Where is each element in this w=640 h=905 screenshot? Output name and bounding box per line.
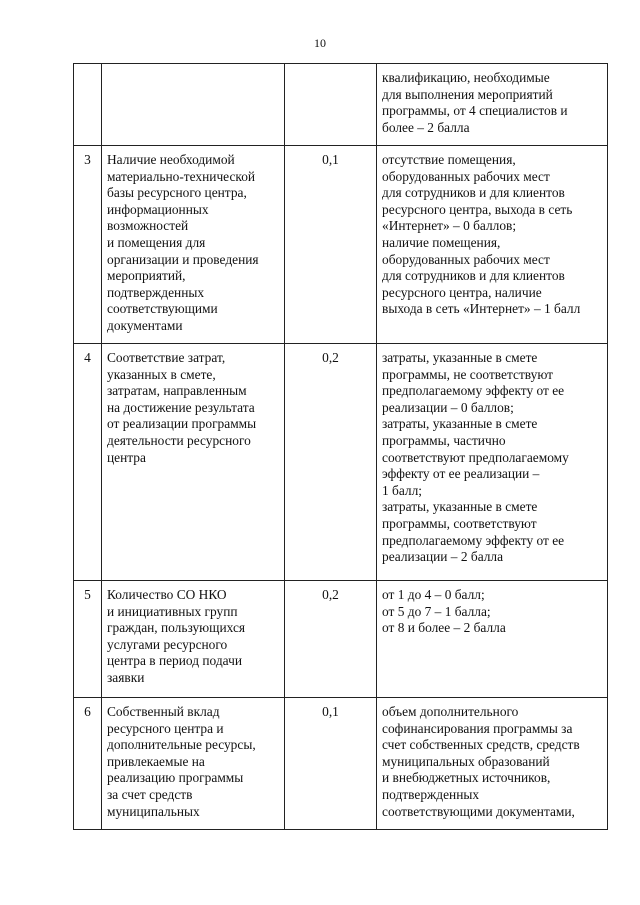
name-line: центра — [107, 449, 146, 465]
score-line: оборудованных рабочих мест — [382, 251, 550, 267]
score-line: наличие помещения, — [382, 234, 501, 250]
criterion-name — [102, 344, 285, 581]
name-line: услугами ресурсного — [107, 636, 228, 652]
name-line: на достижение результата — [107, 399, 255, 415]
name-line: соответствующими — [107, 301, 218, 317]
score-line: соответствующими документами, — [382, 803, 575, 819]
row-number: 3 — [74, 146, 102, 344]
score-line: реализации – 2 балла — [382, 549, 504, 565]
name-line: материально-технической — [107, 168, 256, 184]
score-line: программы, не соответствуют — [382, 366, 554, 382]
score-line: от 8 и более – 2 балла — [382, 620, 506, 636]
name-line: организации и проведения — [107, 251, 259, 267]
criterion-name — [102, 581, 285, 698]
criterion-weight — [285, 64, 377, 146]
score-line: счет собственных средств, средств — [382, 737, 580, 753]
score-line: предполагаемому эффекту от ее — [382, 532, 565, 548]
table-row — [74, 64, 608, 146]
name-line: от реализации программы — [107, 416, 257, 432]
score-line: для выполнения мероприятий — [382, 86, 553, 102]
criterion-name — [102, 64, 285, 146]
score-line: от 1 до 4 – 0 балл; — [382, 587, 485, 602]
scoring-rules — [377, 581, 608, 698]
name-line: деятельности ресурсного — [107, 432, 251, 448]
name-line: граждан, пользующихся — [107, 620, 246, 636]
score-line: выхода в сеть «Интернет» – 1 балл — [382, 301, 581, 317]
score-line: квалификацию, необходимые — [382, 70, 550, 85]
name-line: Количество СО НКО — [107, 587, 227, 602]
criterion-weight: 0,1 — [285, 146, 377, 344]
name-line: подтвержденных — [107, 284, 205, 300]
score-line: ресурсного центра, выхода в сеть — [382, 201, 573, 217]
criteria-table-body — [74, 64, 608, 830]
scoring-rules — [377, 64, 608, 146]
name-line: информационных — [107, 201, 209, 217]
name-line: за счет средств — [107, 786, 193, 802]
score-line: отсутствие помещения, — [382, 152, 516, 167]
scoring-rules — [377, 698, 608, 830]
table-row — [74, 146, 608, 344]
name-line: муниципальных — [107, 803, 200, 819]
name-line: дополнительные ресурсы, — [107, 737, 256, 753]
page-number: 10 — [314, 36, 326, 50]
name-line: документами — [107, 317, 183, 333]
score-line: эффекту от ее реализации – — [382, 466, 540, 482]
score-line: затраты, указанные в смете — [382, 416, 538, 432]
score-line: оборудованных рабочих мест — [382, 168, 550, 184]
name-line: ресурсного центра и — [107, 720, 224, 736]
criterion-weight: 0,2 — [285, 581, 377, 698]
score-line: и внебюджетных источников, — [382, 770, 551, 786]
name-line: центра в период подачи — [107, 653, 242, 669]
table-row — [74, 344, 608, 581]
score-line: софинансирования программы за — [382, 720, 573, 736]
score-line: программы, от 4 специалистов и — [382, 103, 568, 119]
criterion-name — [102, 146, 285, 344]
name-line: Собственный вклад — [107, 704, 220, 719]
score-line: от 5 до 7 – 1 балла; — [382, 603, 491, 619]
score-line: программы, частично — [382, 432, 506, 448]
name-line: затратам, направленным — [107, 383, 247, 399]
name-line: реализацию программы — [107, 770, 244, 786]
score-line: муниципальных образований — [382, 753, 550, 769]
score-line: «Интернет» – 0 баллов; — [382, 218, 517, 234]
score-line: ресурсного центра, наличие — [382, 284, 542, 300]
table-row — [74, 698, 608, 830]
score-line: для сотрудников и для клиентов — [382, 185, 565, 201]
name-line: возможностей — [107, 218, 189, 234]
row-number: 5 — [74, 581, 102, 698]
criterion-weight: 0,1 — [285, 698, 377, 830]
criterion-weight: 0,2 — [285, 344, 377, 581]
row-number: 4 — [74, 344, 102, 581]
name-line: базы ресурсного центра, — [107, 185, 247, 201]
name-line: и помещения для — [107, 234, 206, 250]
name-line: и инициативных групп — [107, 603, 238, 619]
row-number — [74, 64, 102, 146]
name-line: мероприятий, — [107, 268, 186, 284]
score-line: программы, соответствуют — [382, 515, 537, 531]
table-row — [74, 581, 608, 698]
score-line: затраты, указанные в смете — [382, 499, 538, 515]
name-line: привлекаемые на — [107, 753, 205, 769]
scoring-rules — [377, 344, 608, 581]
score-line: затраты, указанные в смете — [382, 350, 538, 365]
scoring-rules — [377, 146, 608, 344]
row-number: 6 — [74, 698, 102, 830]
score-line: объем дополнительного — [382, 704, 519, 719]
score-line: реализации – 0 баллов; — [382, 399, 514, 415]
criterion-name — [102, 698, 285, 830]
score-line: для сотрудников и для клиентов — [382, 268, 565, 284]
score-line: соответствуют предполагаемому — [382, 449, 569, 465]
score-line: более – 2 балла — [382, 119, 470, 135]
score-line: подтвержденных — [382, 786, 480, 802]
name-line: Наличие необходимой — [107, 152, 235, 167]
score-line: 1 балл; — [382, 482, 423, 498]
criteria-table — [73, 63, 608, 830]
name-line: Соответствие затрат, — [107, 350, 226, 365]
name-line: заявки — [107, 669, 145, 685]
name-line: указанных в смете, — [107, 366, 216, 382]
score-line: предполагаемому эффекту от ее — [382, 383, 565, 399]
